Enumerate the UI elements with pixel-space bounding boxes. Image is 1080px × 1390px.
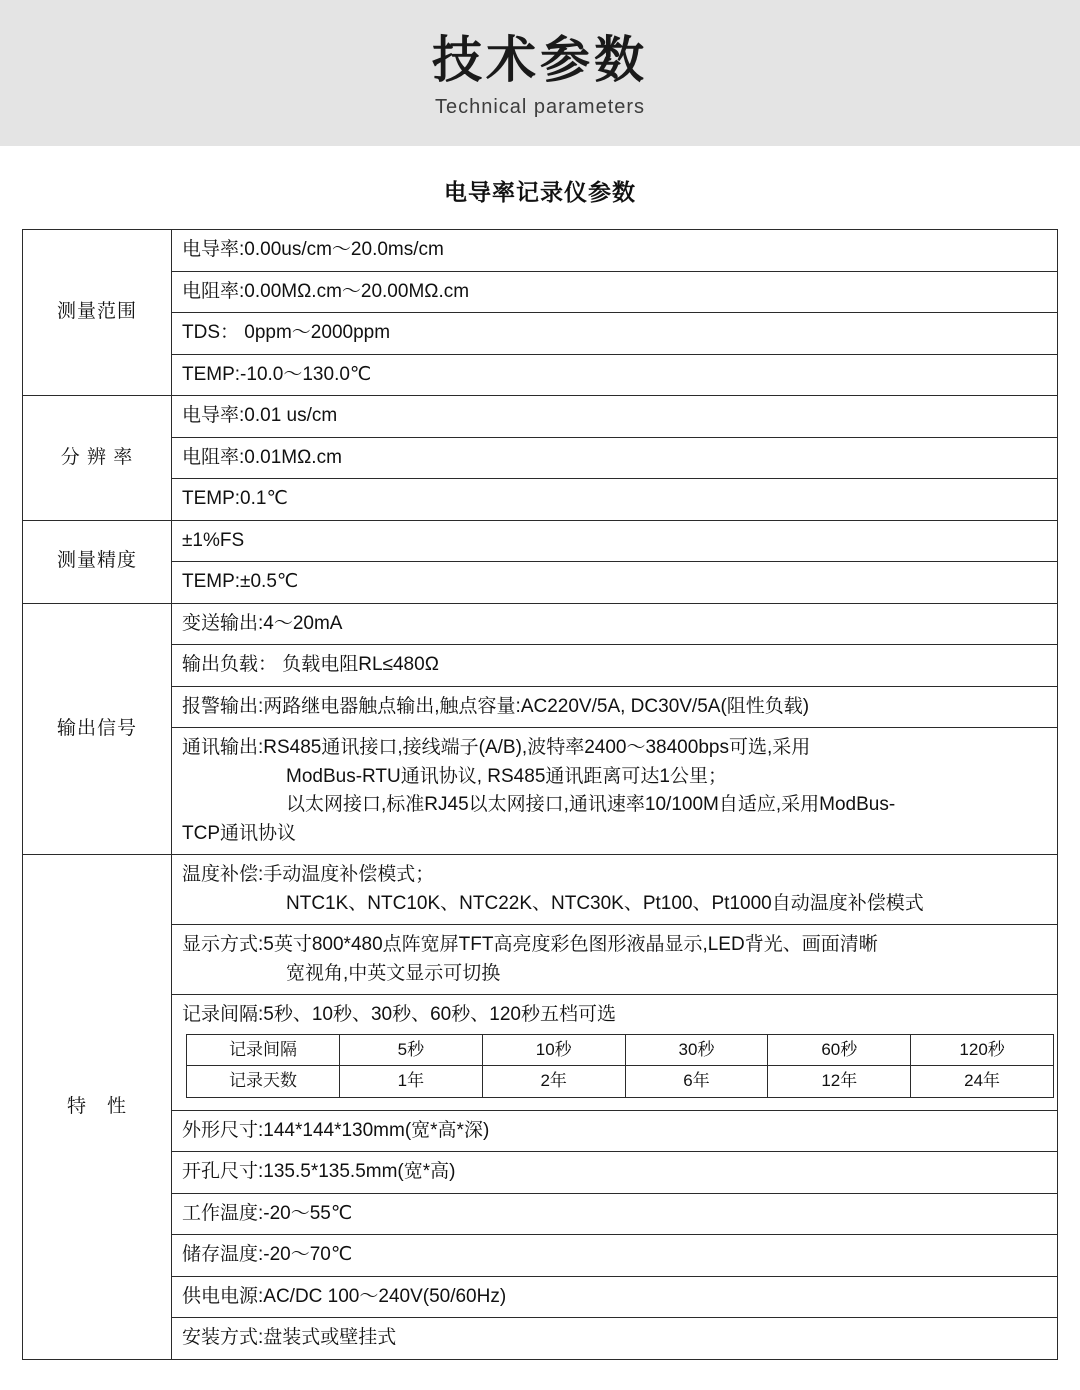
- cell-value: TEMP:0.1℃: [172, 479, 1058, 521]
- table-row: [23, 1318, 1058, 1360]
- nested-cell: 30秒: [625, 1034, 768, 1066]
- cell-value: 电阻率:0.01MΩ.cm: [172, 437, 1058, 479]
- cell-value: 储存温度:-20～70℃: [172, 1235, 1058, 1277]
- table-row: [23, 686, 1058, 728]
- table-row: [23, 313, 1058, 355]
- header-banner: [0, 0, 1080, 146]
- table-row: [23, 354, 1058, 396]
- cell-value: 供电电源:AC/DC 100～240V(50/60Hz): [172, 1276, 1058, 1318]
- table-row: [23, 479, 1058, 521]
- cell-value-record-interval: [172, 995, 1058, 1111]
- nested-cell: 120秒: [911, 1034, 1054, 1066]
- record-interval-table-wrapper: [182, 1030, 1047, 1104]
- comm-line-1: 通讯输出:RS485通讯接口,接线端子(A/B),波特率2400～38400bps可选,采用: [182, 737, 811, 758]
- cell-value: TDS： 0ppm～2000ppm: [172, 313, 1058, 355]
- row-category-accuracy: 测量精度: [23, 520, 172, 603]
- cell-value: 变送输出:4～20mA: [172, 603, 1058, 645]
- row-category-output-signal: 输出信号: [23, 603, 172, 855]
- table-row: [23, 271, 1058, 313]
- table-row: [23, 925, 1058, 995]
- temp-comp-line-2: NTC1K、NTC10K、NTC22K、NTC30K、Pt100、Pt1000自动温度补偿模式: [286, 892, 924, 914]
- comm-line-4: TCP通讯协议: [182, 822, 297, 844]
- record-interval-table: [186, 1034, 1054, 1098]
- nested-cell: 5秒: [340, 1034, 483, 1066]
- cell-value: 安装方式:盘装式或壁挂式: [172, 1318, 1058, 1360]
- row-category-features: 特 性: [23, 855, 172, 1360]
- cell-value-temperature-compensation: [172, 855, 1058, 925]
- table-row: [23, 1276, 1058, 1318]
- row-category-measuring-range: 测量范围: [23, 230, 172, 396]
- nested-cell: 12年: [768, 1066, 911, 1098]
- section-title: 电导率记录仪参数: [444, 179, 636, 205]
- cell-value: 电导率:0.00us/cm～20.0ms/cm: [172, 230, 1058, 272]
- row-category-resolution: 分 辨 率: [23, 396, 172, 521]
- record-interval-label: 记录间隔:5秒、10秒、30秒、60秒、120秒五档可选: [182, 1004, 616, 1025]
- table-row: [23, 437, 1058, 479]
- comm-line-3: 以太网接口,标准RJ45以太网接口,通讯速率10/100M自适应,采用ModBus-: [286, 794, 896, 815]
- table-row: [23, 396, 1058, 438]
- nested-table-row: [187, 1066, 1054, 1098]
- nested-table-row: [187, 1034, 1054, 1066]
- nested-cell: 60秒: [768, 1034, 911, 1066]
- table-row: [23, 728, 1058, 855]
- table-row: [23, 562, 1058, 604]
- cell-value: 工作温度:-20～55℃: [172, 1193, 1058, 1235]
- cell-value-display: [172, 925, 1058, 995]
- nested-cell: 1年: [340, 1066, 483, 1098]
- cell-value: 电阻率:0.00MΩ.cm～20.00MΩ.cm: [172, 271, 1058, 313]
- nested-cell: 10秒: [482, 1034, 625, 1066]
- cell-value: 外形尺寸:144*144*130mm(宽*高*深): [172, 1110, 1058, 1152]
- cell-value-communication: [172, 728, 1058, 855]
- table-row: [23, 1235, 1058, 1277]
- table-row: [23, 1110, 1058, 1152]
- page-title: 技术参数: [432, 32, 648, 88]
- table-row: [23, 1193, 1058, 1235]
- cell-value: 输出负载： 负载电阻RL≤480Ω: [172, 645, 1058, 687]
- nested-cell: 24年: [911, 1066, 1054, 1098]
- table-row: [23, 603, 1058, 645]
- cell-value: 电导率:0.01 us/cm: [172, 396, 1058, 438]
- cell-value: ±1%FS: [172, 520, 1058, 562]
- nested-header-days: 记录天数: [187, 1066, 340, 1098]
- spec-table-wrapper: [0, 229, 1080, 1390]
- table-row: [23, 645, 1058, 687]
- specifications-table: [22, 229, 1058, 1360]
- page-subtitle: Technical parameters: [434, 96, 646, 118]
- cell-value: 报警输出:两路继电器触点输出,触点容量:AC220V/5A, DC30V/5A(阻性负载): [172, 686, 1058, 728]
- table-row: [23, 1152, 1058, 1194]
- cell-value: TEMP:±0.5℃: [172, 562, 1058, 604]
- nested-cell: 2年: [482, 1066, 625, 1098]
- table-row: [23, 855, 1058, 925]
- display-line-1: 显示方式:5英寸800*480点阵宽屏TFT高亮度彩色图形液晶显示,LED背光、画面清晰: [182, 934, 878, 955]
- table-row: [23, 520, 1058, 562]
- display-line-2: 宽视角,中英文显示可切换: [286, 962, 501, 984]
- nested-header-interval: 记录间隔: [187, 1034, 340, 1066]
- table-row: [23, 230, 1058, 272]
- cell-value: TEMP:-10.0～130.0℃: [172, 354, 1058, 396]
- nested-cell: 6年: [625, 1066, 768, 1098]
- table-row: [23, 995, 1058, 1111]
- cell-value: 开孔尺寸:135.5*135.5mm(宽*高): [172, 1152, 1058, 1194]
- temp-comp-line-1: 温度补偿:手动温度补偿模式；: [182, 864, 435, 885]
- comm-line-2: ModBus-RTU通讯协议, RS485通讯距离可达1公里；: [286, 765, 727, 787]
